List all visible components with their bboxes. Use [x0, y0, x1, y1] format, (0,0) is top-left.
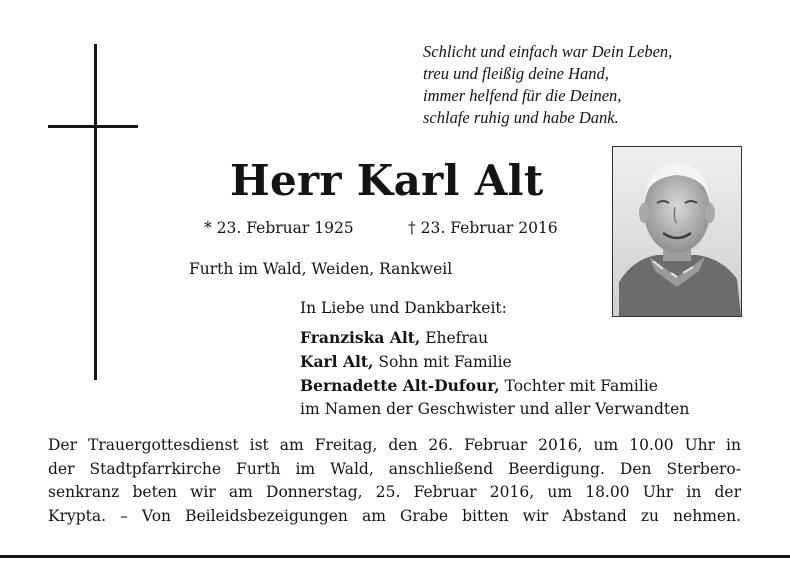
mourner-name: Bernadette Alt-Dufour,	[300, 376, 500, 395]
mourners-closing: im Namen der Geschwister und aller Verwandten	[300, 400, 690, 418]
poem-line: immer helfend für die Deinen,	[423, 86, 622, 105]
deceased-name: Herr Karl Alt	[230, 156, 544, 205]
service-line: Der Trauergottesdienst ist am Freitag, den 26. Februar 2016, um 10.00 Uhr in	[48, 436, 741, 454]
service-line: senkranz beten wir am Donnerstag, 25. Februar 2016, um 18.00 Uhr in der	[48, 483, 741, 501]
poem	[423, 41, 672, 129]
service-details	[48, 434, 741, 528]
death-date: † 23. Februar 2016	[408, 219, 558, 237]
portrait-photo	[612, 146, 742, 317]
mourner-entry	[300, 350, 689, 374]
mourner-relation: Tochter mit Familie	[499, 377, 658, 395]
poem-line: Schlicht und einfach war Dein Leben,	[423, 42, 673, 61]
mourners-intro: In Liebe und Dankbarkeit:	[300, 299, 507, 317]
poem-line: schlafe ruhig und habe Dank.	[423, 108, 619, 127]
mourner-entry	[300, 374, 689, 398]
mourner-entry	[300, 326, 689, 350]
portrait-photo-image	[613, 147, 741, 316]
service-line: der Stadtpfarrkirche Furth im Wald, anschließend Beerdigung. Den Sterbero-	[48, 459, 741, 478]
mourners	[300, 297, 689, 421]
bottom-rule	[0, 555, 790, 558]
mourner-name: Karl Alt,	[300, 352, 374, 371]
cross-icon-bar	[48, 125, 138, 128]
places: Furth im Wald, Weiden, Rankweil	[189, 260, 453, 278]
mourner-name: Franziska Alt,	[300, 328, 421, 347]
birth-date: * 23. Februar 1925	[204, 219, 354, 237]
cross-icon	[94, 44, 97, 380]
mourner-relation: Ehefrau	[420, 329, 489, 347]
service-line: Krypta. – Von Beileidsbezeigungen am Grabe bitten wir Abstand zu nehmen.	[48, 506, 741, 525]
poem-line: treu und fleißig deine Hand,	[423, 64, 609, 83]
mourner-relation: Sohn mit Familie	[373, 353, 512, 371]
